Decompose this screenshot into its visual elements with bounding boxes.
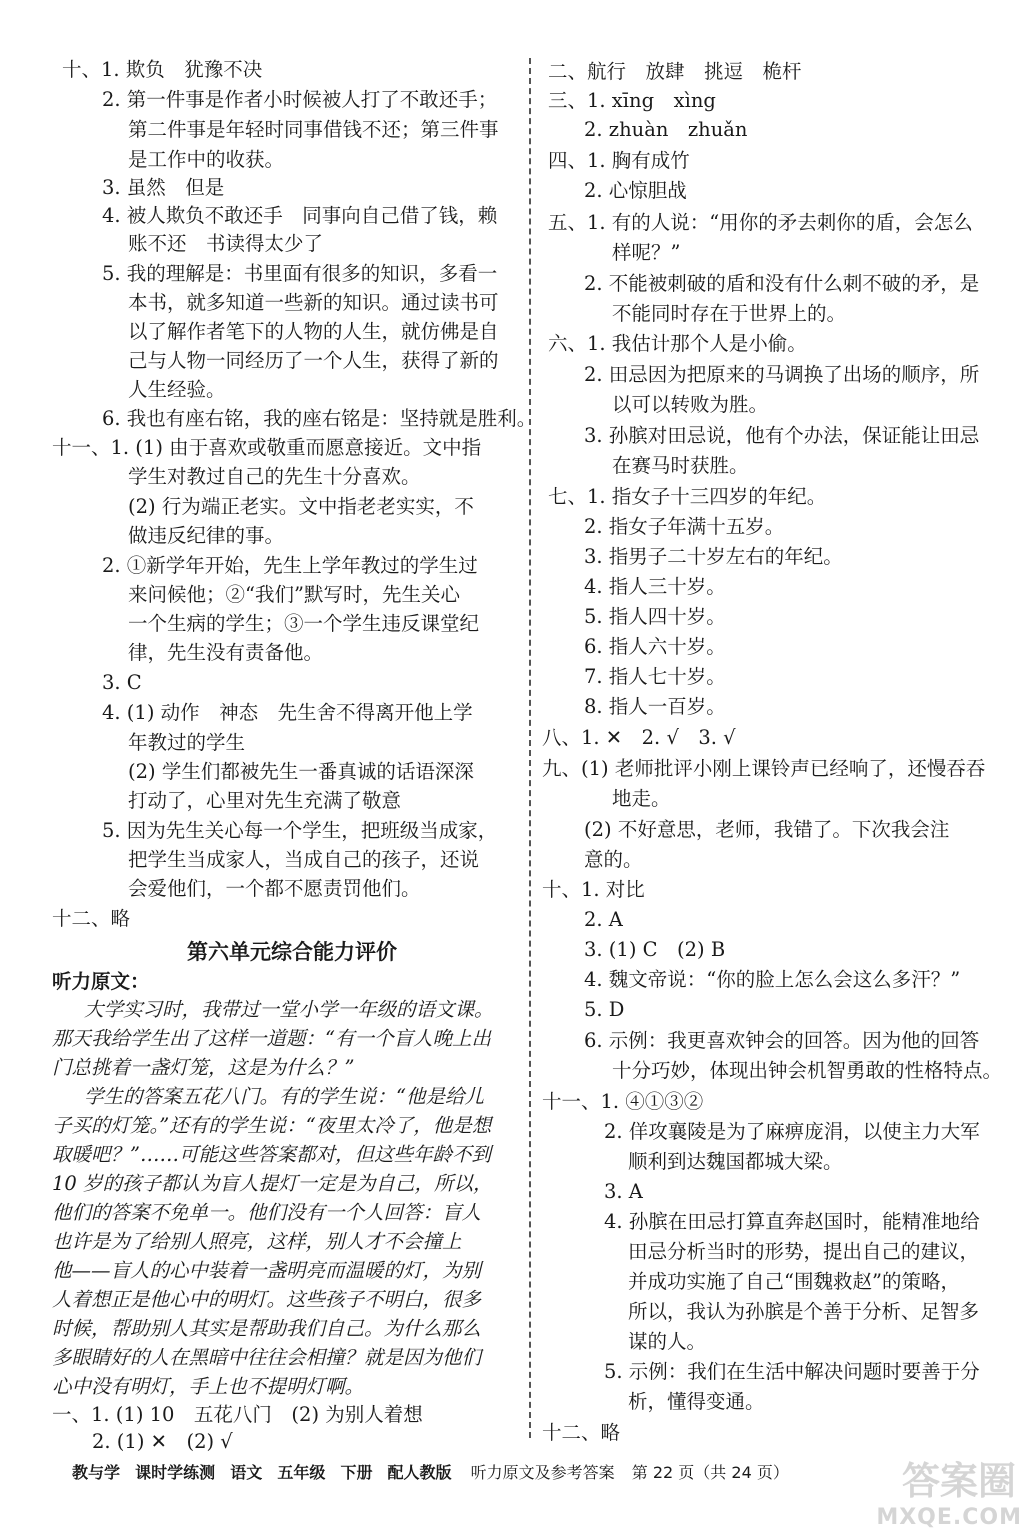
answer-line: 在赛马时获胜。	[612, 454, 749, 477]
answer-line: 做违反纪律的事。	[128, 524, 285, 547]
answer-line: 十分巧妙，体现出钟会机智勇敢的性格特点。	[612, 1059, 1003, 1082]
page-footer	[72, 1460, 797, 1483]
answer-line: 6. 我也有座右铭，我的座右铭是：坚持就是胜利。	[102, 407, 537, 430]
answer-line: 2. 心惊胆战	[584, 179, 687, 202]
listening-line: 10 岁的孩子都认为盲人提灯一定是为自己，所以，	[52, 1172, 493, 1195]
answer-line: 2. zhuàn zhuǎn	[584, 118, 748, 141]
answer-line: 把学生当成家人，当成自己的孩子，还说	[128, 848, 480, 871]
answer-line: 7. 指人七十岁。	[584, 665, 726, 688]
answer-line: 6. 示例：我更喜欢钟会的回答。因为他的回答	[584, 1029, 980, 1052]
answer-line: 六、1. 我估计那个人是小偷。	[548, 332, 807, 355]
answer-line: 十二、略	[542, 1421, 621, 1444]
listening-line: 那天我给学生出了这样一道题：“有一个盲人晚上出	[52, 1027, 491, 1050]
answer-line: 意的。	[584, 848, 643, 871]
answer-line: 十一、1. (1) 由于喜欢或敬重而愿意接近。文中指	[52, 436, 482, 459]
answer-line: 年教过的学生	[128, 731, 246, 754]
answer-line: 4. 魏文帝说：“你的脸上怎么会这么多汗？”	[584, 968, 961, 991]
answer-line: 谋的人。	[628, 1330, 707, 1353]
footer-section: 听力原文及参考答案	[470, 1463, 615, 1482]
answer-line: 样呢？”	[612, 241, 681, 264]
answer-line: 3. 虽然 但是	[102, 176, 225, 199]
listening-line: 他们的答案不免单一。他们没有一个人回答：盲人	[52, 1201, 482, 1224]
answer-line: 七、1. 指女子十三四岁的年纪。	[548, 485, 827, 508]
answer-line: (2) 行为端正老实。文中指老老实实，不	[128, 495, 474, 518]
listening-line: 时候，帮助别人其实是帮助我们自己。为什么那么	[52, 1317, 482, 1340]
answer-line: 2. 指女子年满十五岁。	[584, 515, 785, 538]
answer-line: 二、航行 放肆 挑逗 桅杆	[548, 60, 802, 83]
answer-line: 2. ①新学年开始，先生上学年教过的学生过	[102, 554, 478, 577]
listening-line: 他——盲人的心中装着一盏明亮而温暖的灯，为别	[52, 1259, 482, 1282]
answer-line: 3. 指男子二十岁左右的年纪。	[584, 545, 843, 568]
answer-line: 5. 我的理解是：书里面有很多的知识，多看一	[102, 262, 498, 285]
watermark-url: MXQE.COM	[876, 1505, 1022, 1530]
answer-line: 以可以转败为胜。	[612, 393, 769, 416]
footer-page-number: 第 22 页（共 24 页）	[631, 1463, 789, 1482]
answer-line: 第二件事是年轻时同事借钱不还；第三件事	[128, 118, 499, 141]
answer-line: 顺利到达魏国都城大梁。	[628, 1150, 843, 1173]
answer-line: 2. 田忌因为把原来的马调换了出场的顺序，所	[584, 363, 980, 386]
answer-line: 3. C	[102, 671, 142, 694]
watermark-text: 答案圈	[901, 1459, 1016, 1503]
answer-line: 4. 被人欺负不敢还手 同事向自己借了钱，赖	[102, 204, 498, 227]
answer-line: (2) 学生们都被先生一番真诚的话语深深	[128, 760, 474, 783]
answer-line: 九、(1) 老师批评小刚上课铃声已经响了，还慢吞吞	[542, 757, 986, 780]
listening-line: 门总挑着一盏灯笼，这是为什么？”	[52, 1056, 355, 1079]
answer-line: 一个生病的学生；③一个学生违反课堂纪	[128, 612, 480, 635]
listening-label: 听力原文：	[52, 970, 150, 993]
answer-line: 2. 佯攻襄陵是为了麻痹庞涓，以使主力大军	[604, 1120, 980, 1143]
answer-line: 十二、略	[52, 907, 131, 930]
answer-line: 5. 因为先生关心每一个学生，把班级当成家，	[102, 819, 498, 842]
listening-line: 子买的灯笼。”还有的学生说：“夜里太冷了，他是想	[52, 1114, 492, 1137]
answer-line: (2) 不好意思，老师，我错了。下次我会注	[584, 818, 950, 841]
answer-line: 人生经验。	[128, 378, 226, 401]
footer-grade: 五年级	[277, 1463, 326, 1482]
column-divider	[529, 58, 531, 1438]
answer-line: 三、1. xīng xìng	[548, 89, 716, 112]
footer-series: 课时学练测	[135, 1463, 216, 1482]
answer-line: 以了解作者笔下的人物的人生，就仿佛是自	[128, 320, 499, 343]
section-title: 第六单元综合能力评价	[187, 940, 397, 964]
answer-line: 所以，我认为孙膑是个善于分析、足智多	[628, 1300, 980, 1323]
footer-volume: 下册	[340, 1463, 373, 1482]
answer-line: 5. 指人四十岁。	[584, 605, 726, 628]
answer-line: 十、1. 欺负 犹豫不决	[62, 58, 263, 81]
answer-line: 5. 示例：我们在生活中解决问题时要善于分	[604, 1360, 980, 1383]
listening-line: 人着想正是他心中的明灯。这些孩子不明白，很多	[52, 1288, 482, 1311]
listening-line: 学生的答案五花八门。有的学生说：“他是给儿	[84, 1085, 484, 1108]
watermark-logo	[876, 1450, 1026, 1530]
answer-line: 2. (1) ✕ (2) √	[92, 1430, 233, 1453]
answer-line: 3. A	[604, 1180, 643, 1203]
answer-line: 不能同时存在于世界上的。	[612, 302, 847, 325]
answer-line: 一、1. (1) 10 五花八门 (2) 为别人着想	[52, 1403, 423, 1426]
answer-line: 析，懂得变通。	[628, 1390, 765, 1413]
answer-line: 打动了，心里对先生充满了敬意	[128, 789, 402, 812]
answer-line: 己与人物一同经历了一个人生，获得了新的	[128, 349, 499, 372]
footer-edition: 配人教版	[387, 1463, 452, 1482]
answer-line: 3. 孙膑对田忌说，他有个办法，保证能让田忌	[584, 424, 980, 447]
answer-line: 五、1. 有的人说：“用你的矛去刺你的盾，会怎么	[548, 211, 973, 234]
listening-line: 也许是为了给别人照亮，这样，别人才不会撞上	[52, 1230, 462, 1253]
answer-line: 5. D	[584, 998, 625, 1021]
answer-line: 4. (1) 动作 神态 先生舍不得离开他上学	[102, 701, 473, 724]
answer-line: 四、1. 胸有成竹	[548, 149, 690, 172]
answer-line: 八、1. ✕ 2. √ 3. √	[542, 726, 736, 749]
answer-line: 3. (1) C (2) B	[584, 938, 726, 961]
answer-line: 账不还 书读得太少了	[128, 232, 324, 255]
answer-line: 2. 不能被刺破的盾和没有什么刺不破的矛，是	[584, 272, 980, 295]
footer-brand: 教与学	[72, 1463, 121, 1482]
listening-line: 取暖吧？”……可能这些答案都对，但这些年龄不到	[52, 1143, 491, 1166]
answer-line: 律，先生没有责备他。	[128, 641, 324, 664]
answer-line: 十一、1. ④①③②	[542, 1090, 704, 1113]
answer-line: 是工作中的收获。	[128, 148, 285, 171]
footer-subject: 语文	[230, 1463, 263, 1482]
answer-line: 4. 孙膑在田忌打算直奔赵国时，能精准地给	[604, 1210, 980, 1233]
answer-line: 并成功实施了自己“围魏救赵”的策略，	[628, 1270, 960, 1293]
answer-line: 地走。	[612, 787, 671, 810]
answer-line: 4. 指人三十岁。	[584, 575, 726, 598]
answer-line: 本书，就多知道一些新的知识。通过读书可	[128, 291, 499, 314]
answer-line: 8. 指人一百岁。	[584, 695, 726, 718]
listening-line: 多眼睛好的人在黑暗中往往会相撞？就是因为他们	[52, 1346, 482, 1369]
answer-line: 学生对教过自己的先生十分喜欢。	[128, 465, 421, 488]
answer-line: 2. 第一件事是作者小时候被人打了不敢还手；	[102, 88, 498, 111]
answer-line: 会爱他们，一个都不愿责罚他们。	[128, 877, 421, 900]
listening-line: 大学实习时，我带过一堂小学一年级的语文课。	[84, 998, 494, 1021]
listening-line: 心中没有明灯，手上也不提明灯啊。	[52, 1375, 365, 1398]
answer-line: 2. A	[584, 908, 623, 931]
answer-line: 十、1. 对比	[542, 878, 645, 901]
answer-line: 6. 指人六十岁。	[584, 635, 726, 658]
answer-line: 田忌分析当时的形势，提出自己的建议，	[628, 1240, 980, 1263]
answer-line: 来问候他；②“我们”默写时，先生关心	[128, 583, 460, 606]
